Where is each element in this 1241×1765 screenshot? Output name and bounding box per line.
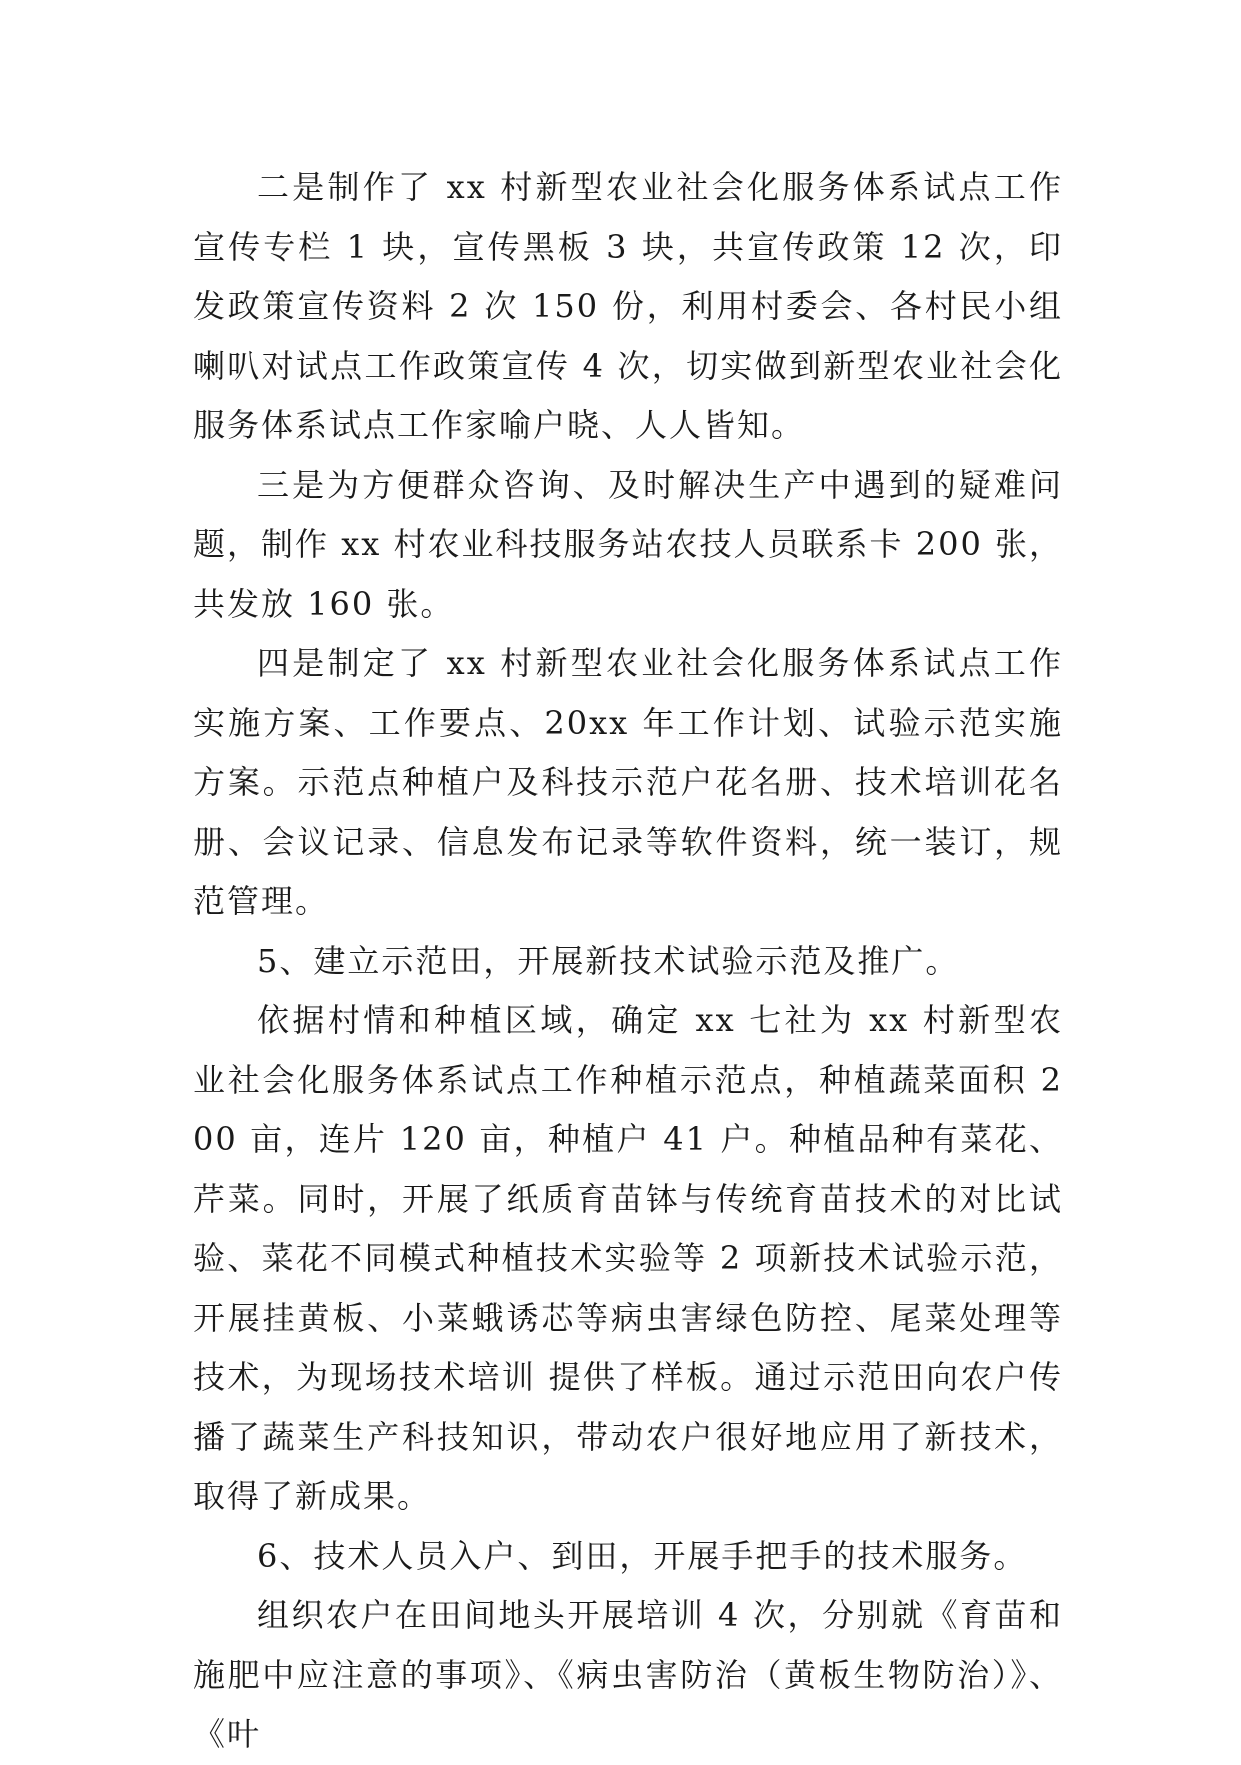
paragraph-contact-cards: 三是为方便群众咨询、及时解决生产中遇到的疑难问题，制作 xx 村农业科技服务站农技人员联系卡 200 张，共发放 160 张。 — [193, 465, 1063, 623]
paragraph-plans: 四是制定了 xx 村新型农业社会化服务体系试点工作实施方案、工作要点、20xx 年工作计划、试验示范实施方案。示范点种植户及科技示范户花名册、技术培训花名册、会议记录、信息发布记录等软件资料，统一装订，规范管理。 — [193, 644, 1063, 920]
document-body — [193, 158, 1063, 1765]
section-heading-technical-service: 6、技术人员入户、到田，开展手把手的技术服务。 — [257, 1536, 1028, 1575]
paragraph-training: 组织农户在田间地头开展培训 4 次，分别就《育苗和施肥中应注意的事项》、《病虫害防治（黄板生物防治）》、《叶 — [193, 1596, 1063, 1753]
paragraph-demo-field: 依据村情和种植区域，确定 xx 七社为 xx 村新型农业社会化服务体系试点工作种植示范点，种植蔬菜面积 200 亩，连片 120 亩，种植户 41 户。种植品种有菜花、芹菜。同时，开展了纸质育苗钵与传统育苗技术的对比试验、菜花不同模式种植技术实验等 2 项新技术试验示范，开展挂黄板、小菜蛾诱芯等病虫害绿色防控、尾菜处理等技术，为现场技术培训 提供了样板。通过示范田向农户传播了蔬菜生产科技知识，带动农户很好地应用了新技术，取得了新成果。 — [193, 1001, 1063, 1515]
section-heading-demo-field: 5、建立示范田，开展新技术试验示范及推广。 — [257, 941, 960, 980]
paragraph-promotion: 二是制作了 xx 村新型农业社会化服务体系试点工作宣传专栏 1 块，宣传黑板 3 块，共宣传政策 12 次，印发政策宣传资料 2 次 150 份，利用村委会、各村民小组喇叭对试点工作政策宣传 4 次，切实做到新型农业社会化服务体系试点工作家喻户晓、人人皆知。 — [193, 168, 1063, 444]
